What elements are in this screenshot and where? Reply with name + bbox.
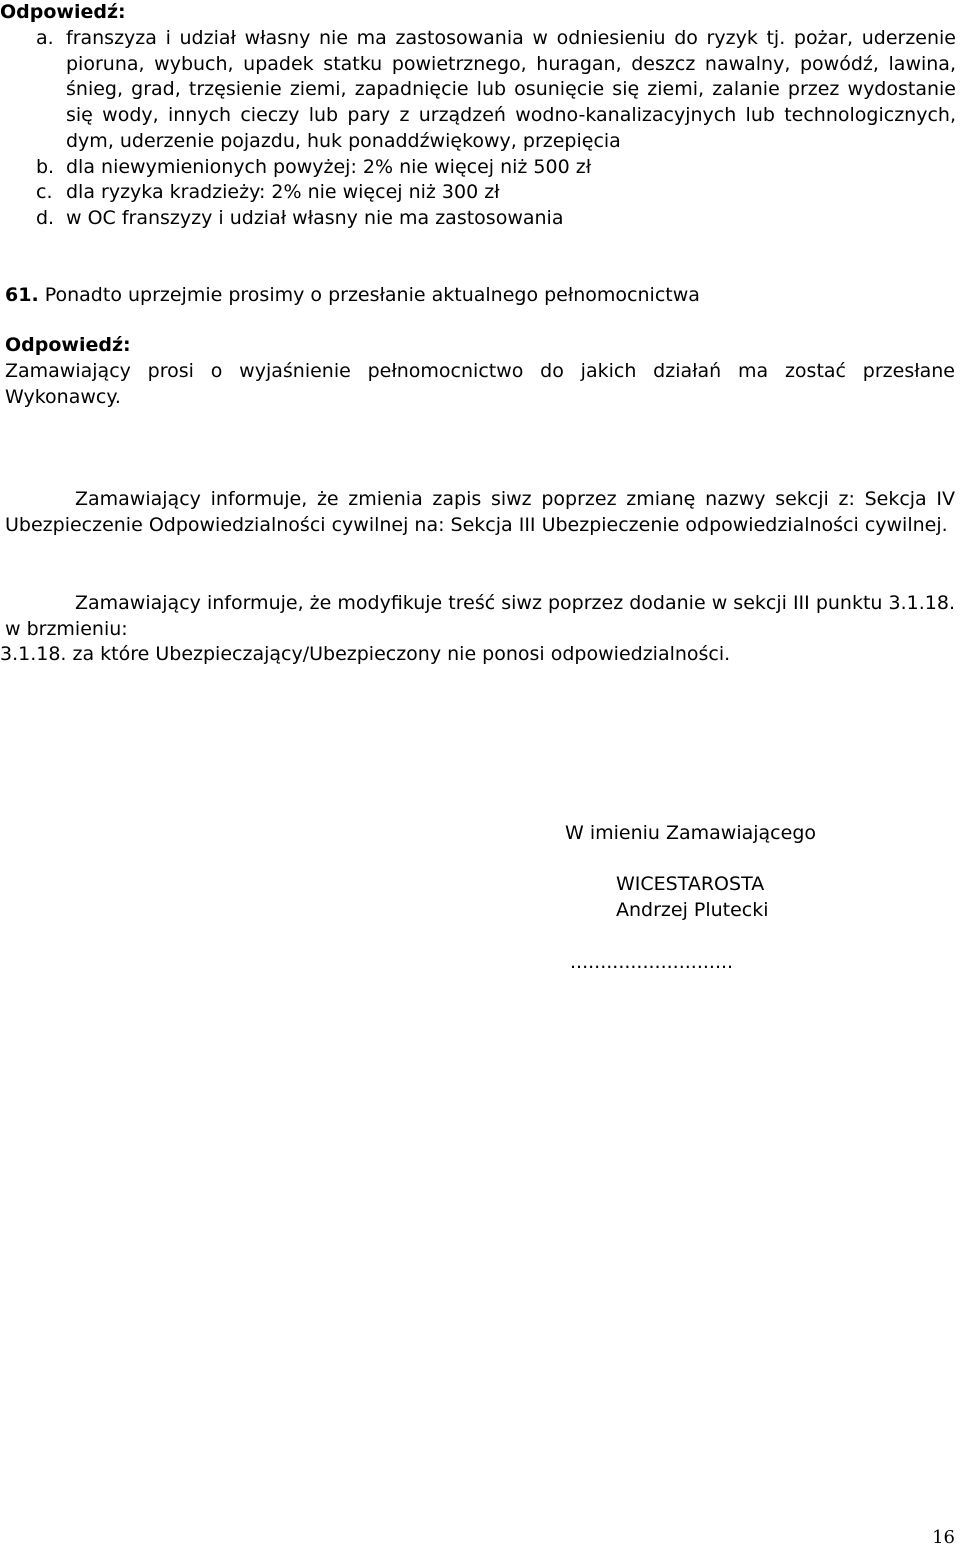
list-text: w OC franszyzy i udział własny nie ma zastosowania <box>66 206 564 229</box>
answer-label: Odpowiedź: <box>0 1 126 23</box>
list-item <box>0 26 956 155</box>
question-61 <box>5 283 955 309</box>
list-item <box>0 206 956 232</box>
list-item <box>0 155 956 181</box>
answer-label-2: Odpowiedź: <box>5 334 131 356</box>
signature-on-behalf: W imieniu Zamawiającego <box>565 822 816 844</box>
info-paragraph-1: Zamawiający informuje, że zmienia zapis siwz poprzez zmianę nazwy sekcji z: Sekcja IV Ubezpieczenie Odpowiedzialności cywilnej na: Sekcja III Ubezpieczenie odpowiedzialności cywilnej. <box>5 488 955 536</box>
info-paragraph-2: Zamawiający informuje, że modyfikuje treść siwz poprzez dodanie w sekcji III punktu 3.1.18. w brzmieniu: <box>5 592 955 640</box>
question-number: 61. <box>5 284 39 306</box>
list-item <box>0 180 956 206</box>
list-letter: a. <box>36 27 54 49</box>
answer-text-2: Zamawiający prosi o wyjaśnienie pełnomocnictwo do jakich działań ma zostać przesłane Wykonawcy. <box>5 360 955 408</box>
signature-dots: ........................... <box>570 951 734 973</box>
list-letter: d. <box>36 206 55 229</box>
signature-name: Andrzej Plutecki <box>616 899 769 921</box>
list-text: dla ryzyka kradzieży: 2% nie więcej niż 300 zł <box>66 181 500 204</box>
page-number: 16 <box>932 1527 955 1548</box>
signature-title: WICESTAROSTA <box>616 873 765 895</box>
answer-list <box>0 26 956 232</box>
question-text: Ponadto uprzejmie prosimy o przesłanie aktualnego pełnomocnictwa <box>44 284 700 306</box>
list-letter: c. <box>36 181 53 204</box>
list-text: dla niewymienionych powyżej: 2% nie więcej niż 500 zł <box>66 155 592 178</box>
list-letter: b. <box>36 155 55 178</box>
list-text: franszyza i udział własny nie ma zastosowania w odniesieniu do ryzyk tj. pożar, uderzenie pioruna, wybuch, upadek statku powietrznego, huragan, deszcz nawalny, powódź, lawina, śnieg, grad, trzęsienie ziemi, zapadnięcie lub osunięcie się ziemi, zalanie przez wydostanie się wody, innych cieczy lub pary z urządzeń wodno-kanalizacyjnych lub technologicznych, dym, uderzenie pojazdu, huk ponaddźwiękowy, przepięcia <box>66 27 956 152</box>
info-item: 3.1.18. za które Ubezpieczający/Ubezpieczony nie ponosi odpowiedzialności. <box>0 643 731 665</box>
